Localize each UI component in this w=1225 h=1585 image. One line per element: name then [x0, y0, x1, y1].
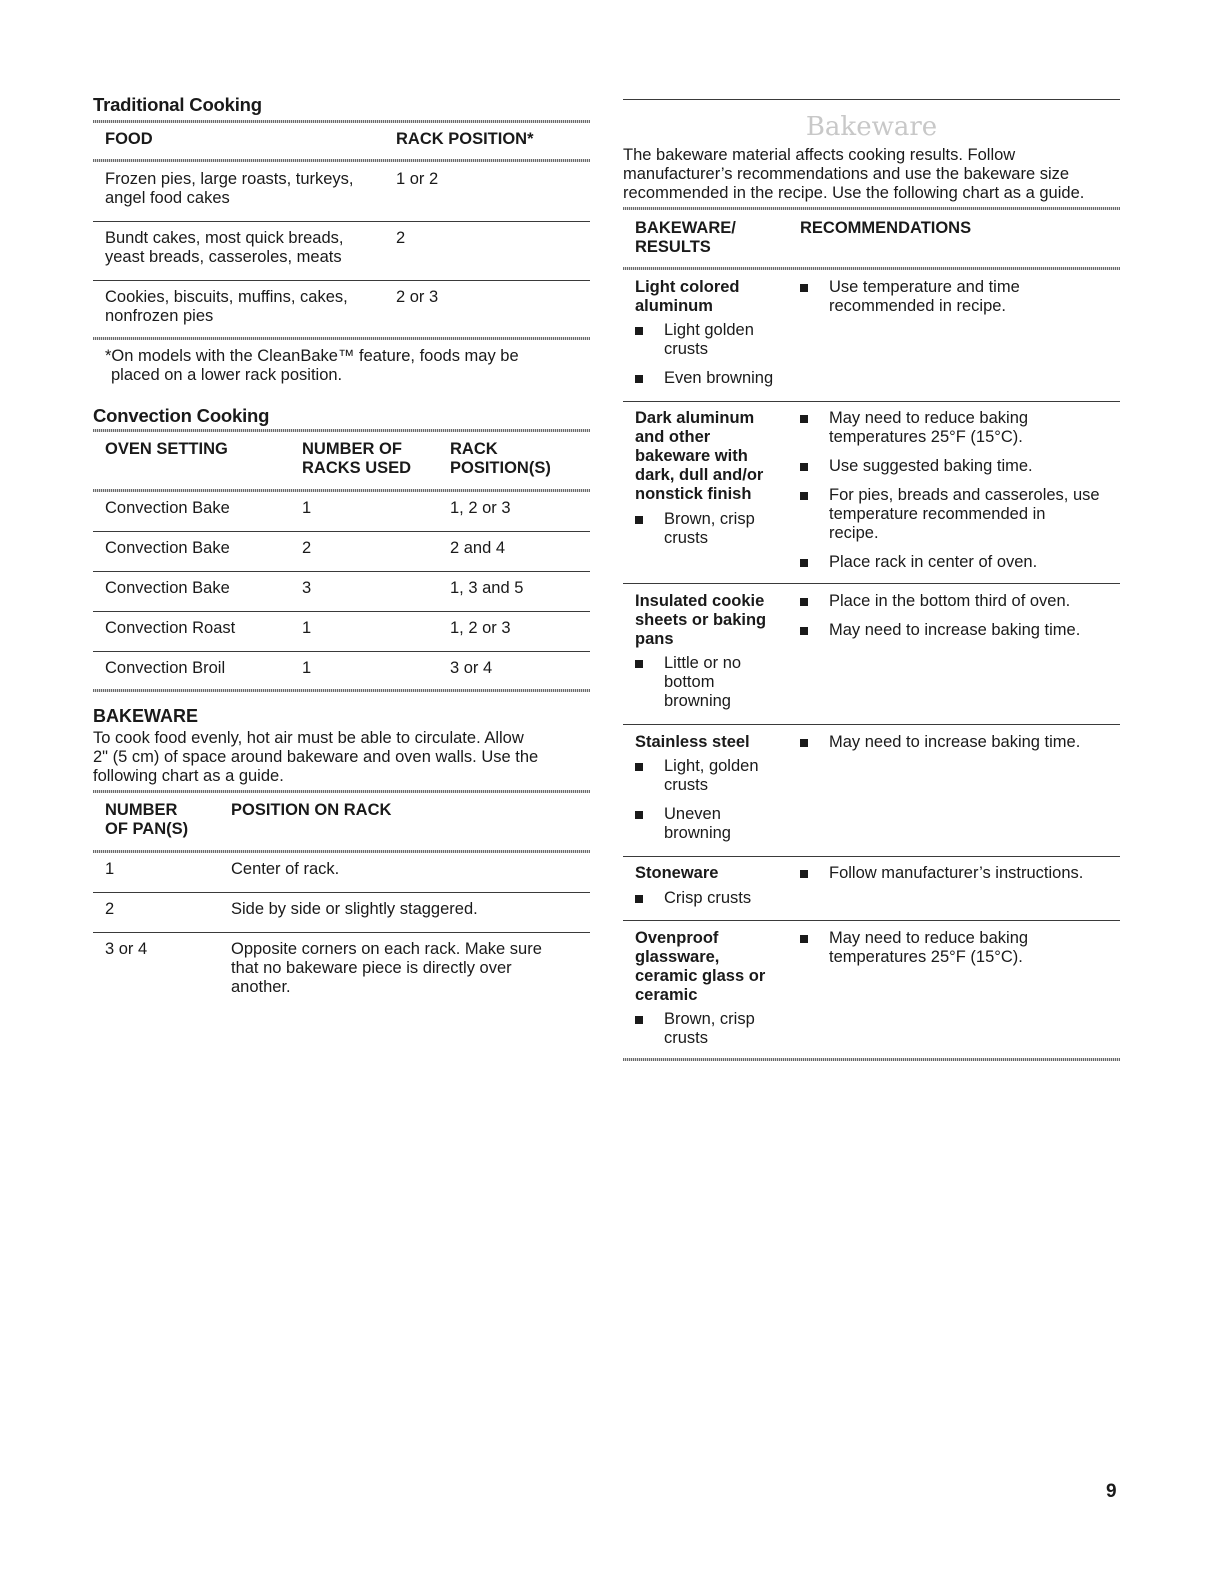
pan-count-cell: 2 [105, 900, 115, 918]
bullet-icon [635, 1016, 643, 1024]
table-row [93, 170, 590, 216]
col-header-food: FOOD [105, 130, 153, 148]
col-header-oven-setting: OVEN SETTING [105, 440, 228, 458]
bullet-icon [800, 559, 808, 567]
recommendation-text: May need to increase baking time. [829, 733, 1081, 751]
divider [93, 221, 590, 222]
result-text: bottom [664, 673, 715, 691]
pan-count-cell: 1 [105, 860, 115, 878]
recommendation-text: Place in the bottom third of oven. [829, 592, 1071, 610]
bakeware-name: aluminum [635, 297, 713, 315]
table-row [93, 619, 590, 639]
result-text: browning [664, 692, 731, 710]
setting-cell: Convection Broil [105, 659, 226, 677]
bakeware-name: ceramic [635, 986, 698, 1004]
col-header-rack-position: RACK POSITION* [396, 130, 534, 148]
divider [623, 401, 1120, 402]
recommendation-text: temperatures 25°F (15°C). [829, 948, 1023, 966]
result-text: Even browning [664, 369, 774, 387]
bakeware-name: bakeware with [635, 447, 748, 465]
food-cell: Frozen pies, large roasts, turkeys, [105, 170, 354, 188]
bullet-icon [800, 627, 808, 635]
divider [93, 531, 590, 532]
col-header-racks-used: NUMBER OF [302, 440, 402, 458]
racks-cell: 3 [302, 579, 312, 597]
result-text: crusts [664, 340, 709, 358]
pan-position-cell: another. [231, 978, 291, 996]
result-text: Crisp crusts [664, 889, 752, 907]
bakeware-name: Dark aluminum [635, 409, 755, 427]
divider [93, 120, 590, 123]
bakeware-paragraph: To cook food evenly, hot air must be able to circulate. Allow [93, 729, 524, 747]
racks-cell: 1 [302, 499, 312, 517]
setting-cell: Convection Bake [105, 579, 230, 597]
recommendation-text: recommended in recipe. [829, 297, 1007, 315]
recommendation-text: For pies, breads and casseroles, use [829, 486, 1100, 504]
table-row [93, 860, 590, 880]
result-text: crusts [664, 529, 709, 547]
footnote: *On models with the CleanBake™ feature, foods may be [105, 347, 519, 365]
food-cell: nonfrozen pies [105, 307, 214, 325]
col-header-recommendations: RECOMMENDATIONS [800, 219, 972, 237]
bakeware-name: sheets or baking [635, 611, 767, 629]
pan-count-cell: 3 or 4 [105, 940, 148, 958]
table-row [93, 940, 590, 1000]
divider [93, 932, 590, 933]
table-row [93, 539, 590, 559]
bakeware-paragraph: following chart as a guide. [93, 767, 284, 785]
col-header-position-on-rack: POSITION ON RACK [231, 801, 392, 819]
recommendation-text: May need to reduce baking [829, 409, 1029, 427]
result-text: Little or no [664, 654, 742, 672]
pan-position-cell: that no bakeware piece is directly over [231, 959, 512, 977]
bakeware-intro: manufacturer’s recommendations and use the bakeware size [623, 165, 1070, 183]
pan-position-cell: Side by side or slightly staggered. [231, 900, 478, 918]
racks-cell: 2 [302, 539, 312, 557]
bullet-icon [800, 739, 808, 747]
bullet-icon [635, 763, 643, 771]
table-row [93, 659, 590, 679]
pan-position-cell: Center of rack. [231, 860, 340, 878]
bakeware-intro: recommended in the recipe. Use the following chart as a guide. [623, 184, 1085, 202]
divider [623, 1058, 1120, 1061]
result-text: Brown, crisp [664, 510, 755, 528]
bakeware-paragraph: 2" (5 cm) of space around bakeware and oven walls. Use the [93, 748, 539, 766]
bullet-icon [800, 492, 808, 500]
col-header-racks-used: RACKS USED [302, 459, 412, 477]
table-row [623, 409, 1120, 579]
bakeware-intro: The bakeware material affects cooking results. Follow [623, 146, 1016, 164]
divider [93, 651, 590, 652]
racks-cell: 1 [302, 619, 312, 637]
table-row [93, 579, 590, 599]
table-row [93, 229, 590, 275]
divider [623, 724, 1120, 725]
position-cell: 1, 2 or 3 [450, 619, 511, 637]
table-row [93, 900, 590, 920]
recommendation-text: May need to reduce baking [829, 929, 1029, 947]
recommendation-text: Follow manufacturer’s instructions. [829, 864, 1084, 882]
bakeware-name: Stainless steel [635, 733, 750, 751]
result-text: crusts [664, 1029, 709, 1047]
recommendation-text: recipe. [829, 524, 879, 542]
bakeware-name: Ovenproof [635, 929, 719, 947]
bullet-icon [635, 660, 643, 668]
rack-cell: 2 [396, 229, 406, 247]
recommendation-text: Use suggested baking time. [829, 457, 1033, 475]
bakeware-name: Light colored [635, 278, 740, 296]
bakeware-name: ceramic glass or [635, 967, 766, 985]
divider [93, 850, 590, 853]
divider [623, 99, 1120, 100]
food-cell: Bundt cakes, most quick breads, [105, 229, 344, 247]
bakeware-heading: BAKEWARE [93, 706, 199, 726]
bullet-icon [635, 516, 643, 524]
bullet-icon [800, 598, 808, 606]
divider [93, 280, 590, 281]
divider [93, 689, 590, 692]
table-row [93, 499, 590, 519]
result-text: Light, golden [664, 757, 759, 775]
result-text: Light golden [664, 321, 754, 339]
convection-cooking-title: Convection Cooking [93, 405, 270, 426]
rack-cell: 1 or 2 [396, 170, 439, 188]
bakeware-name: pans [635, 630, 674, 648]
divider [93, 611, 590, 612]
bakeware-name: nonstick finish [635, 485, 752, 503]
col-header-number-of-pans: OF PAN(S) [105, 820, 189, 838]
table-row [623, 733, 1120, 848]
divider [93, 429, 590, 432]
table-row [93, 288, 590, 334]
bullet-icon [800, 415, 808, 423]
bullet-icon [800, 284, 808, 292]
position-cell: 1, 3 and 5 [450, 579, 524, 597]
bullet-icon [800, 870, 808, 878]
setting-cell: Convection Bake [105, 539, 230, 557]
bullet-icon [635, 895, 643, 903]
result-text: crusts [664, 776, 709, 794]
footnote: placed on a lower rack position. [111, 366, 343, 384]
page-number: 9 [1106, 1481, 1117, 1502]
recommendation-text: Place rack in center of oven. [829, 553, 1038, 571]
divider [93, 571, 590, 572]
divider [623, 207, 1120, 210]
divider [93, 337, 590, 340]
bullet-icon [800, 463, 808, 471]
table-row [623, 592, 1120, 717]
bakeware-name: Insulated cookie [635, 592, 765, 610]
divider [93, 159, 590, 162]
position-cell: 2 and 4 [450, 539, 506, 557]
recommendation-text: May need to increase baking time. [829, 621, 1081, 639]
position-cell: 3 or 4 [450, 659, 493, 677]
col-header-rack-positions: RACK [450, 440, 498, 458]
divider [93, 790, 590, 793]
divider [623, 920, 1120, 921]
table-row [623, 929, 1120, 1049]
divider [93, 892, 590, 893]
setting-cell: Convection Bake [105, 499, 230, 517]
recommendation-text: temperature recommended in [829, 505, 1046, 523]
pan-position-cell: Opposite corners on each rack. Make sure [231, 940, 542, 958]
rack-cell: 2 or 3 [396, 288, 439, 306]
divider [93, 489, 590, 492]
bakeware-name: and other [635, 428, 711, 446]
divider [623, 583, 1120, 584]
table-row [623, 864, 1120, 914]
food-cell: Cookies, biscuits, muffins, cakes, [105, 288, 348, 306]
bakeware-name: Stoneware [635, 864, 719, 882]
food-cell: angel food cakes [105, 189, 230, 207]
col-header-bakeware-results: BAKEWARE/ [635, 219, 736, 237]
result-text: browning [664, 824, 731, 842]
col-header-rack-positions: POSITION(S) [450, 459, 551, 477]
setting-cell: Convection Roast [105, 619, 236, 637]
result-text: Brown, crisp [664, 1010, 755, 1028]
recommendation-text: temperatures 25°F (15°C). [829, 428, 1023, 446]
bakeware-title: Bakeware [805, 112, 938, 142]
racks-cell: 1 [302, 659, 312, 677]
col-header-bakeware-results: RESULTS [635, 238, 711, 256]
recommendation-text: Use temperature and time [829, 278, 1020, 296]
divider [623, 856, 1120, 857]
food-cell: yeast breads, casseroles, meats [105, 248, 342, 266]
bullet-icon [635, 375, 643, 383]
divider [623, 267, 1120, 270]
position-cell: 1, 2 or 3 [450, 499, 511, 517]
col-header-number-of-pans: NUMBER [105, 801, 178, 819]
bullet-icon [635, 811, 643, 819]
bakeware-name: dark, dull and/or [635, 466, 764, 484]
traditional-cooking-title: Traditional Cooking [93, 94, 262, 115]
bakeware-name: glassware, [635, 948, 720, 966]
result-text: Uneven [664, 805, 721, 823]
table-row [623, 278, 1120, 393]
bullet-icon [635, 327, 643, 335]
bullet-icon [800, 935, 808, 943]
